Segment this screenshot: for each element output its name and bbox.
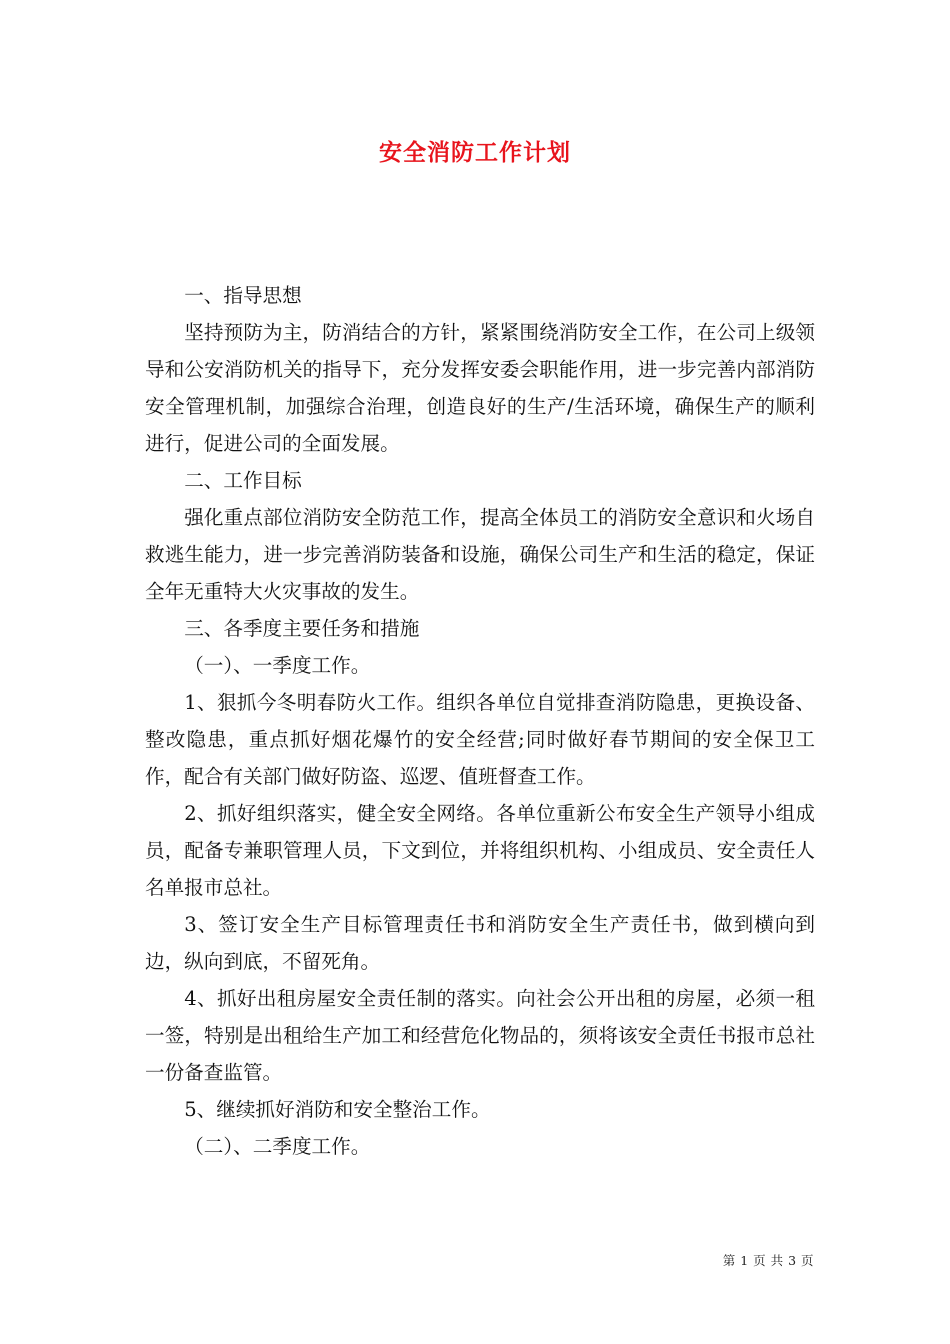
subheading-q1: （一）、一季度工作。 <box>184 654 371 677</box>
list-item-q1-4: 4、抓好出租房屋安全责任制的落实。向社会公开出租的房屋，必须一租一签，特别是出租给生产加工和经营危化物品的，须将该安全责任书报市总社一份备查监管。 <box>145 987 815 1084</box>
list-item-q1-3: 3、签订安全生产目标管理责任书和消防安全生产责任书，做到横向到边，纵向到底，不留死角。 <box>145 913 815 973</box>
section-heading-guiding-ideology: 一、指导思想 <box>184 284 302 307</box>
paragraph-work-goals: 强化重点部位消防安全防范工作，提高全体员工的消防安全意识和火场自救逃生能力，进一步完善消防装备和设施，确保公司生产和生活的稳定，保证全年无重特大火灾事故的发生。 <box>145 506 815 603</box>
list-item-q1-2: 2、抓好组织落实，健全安全网络。各单位重新公布安全生产领导小组成员，配备专兼职管理人员，下文到位，并将组织机构、小组成员、安全责任人名单报市总社。 <box>145 802 815 899</box>
list-item-q1-1: 1、狠抓今冬明春防火工作。组织各单位自觉排查消防隐患，更换设备、整改隐患，重点抓好烟花爆竹的安全经营;同时做好春节期间的安全保卫工作，配合有关部门做好防盗、巡逻、值班督查工作。 <box>145 691 815 788</box>
document-body <box>145 277 815 1165</box>
list-item-q1-5: 5、继续抓好消防和安全整治工作。 <box>184 1098 491 1121</box>
subheading-q2: （二）、二季度工作。 <box>184 1135 371 1158</box>
section-heading-quarterly-tasks: 三、各季度主要任务和措施 <box>184 617 420 640</box>
page-number-footer: 第 1 页 共 3 页 <box>722 1253 814 1268</box>
document-title: 安全消防工作计划 <box>379 139 571 166</box>
paragraph-guiding-ideology: 坚持预防为主，防消结合的方针，紧紧围绕消防安全工作，在公司上级领导和公安消防机关的指导下，充分发挥安委会职能作用，进一步完善内部消防安全管理机制，加强综合治理，创造良好的生产/生活环境，确保生产的顺利进行，促进公司的全面发展。 <box>145 321 815 455</box>
section-heading-work-goals: 二、工作目标 <box>184 469 302 492</box>
